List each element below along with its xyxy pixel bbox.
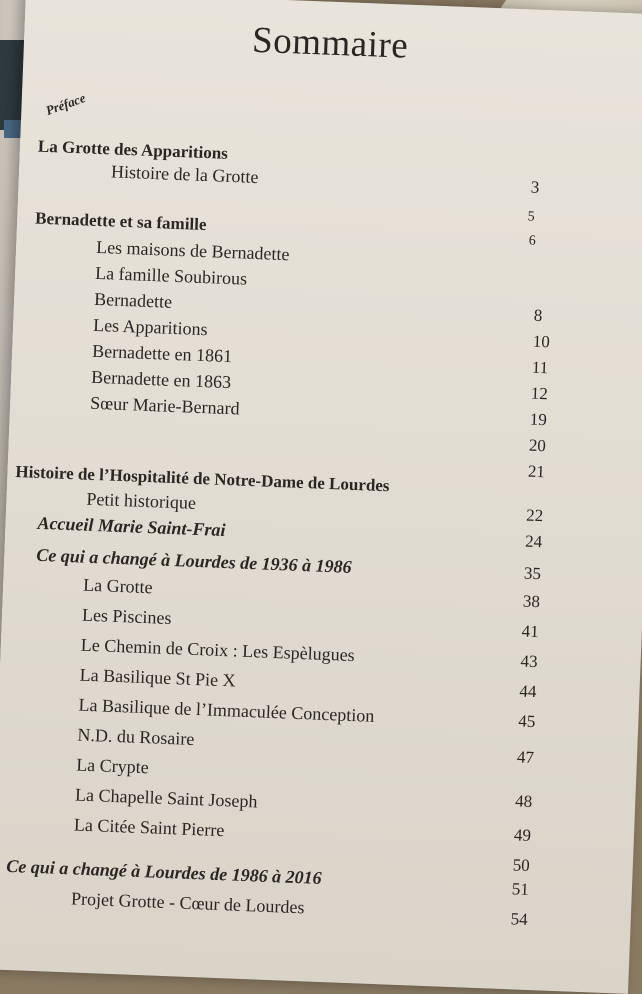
toc-page-number: 54 [510,909,529,929]
toc-page-number: 49 [513,825,532,845]
toc-label: Les Apparitions [92,314,208,340]
toc-label: Bernadette en 1863 [90,366,232,393]
toc-label: N.D. du Rosaire [77,724,195,750]
toc-page-number: 47 [516,747,535,768]
toc-label: Les maisons de Bernadette [95,236,290,265]
toc-label: Les Piscines [81,604,172,629]
toc-label: La famille Soubirous [94,262,248,289]
toc-page-number: 11 [531,357,549,378]
toc-page-number: 20 [528,435,547,456]
toc-label: Bernadette en 1861 [91,340,233,367]
toc-page-number: 22 [525,505,544,526]
toc-page-number: 21 [527,461,546,482]
toc-label: La Grotte [82,574,154,598]
toc-label: Bernadette [93,288,173,312]
toc-page-number: 19 [529,409,548,430]
page-title: Sommaire [251,19,410,67]
toc-label: Histoire de la Grotte [110,161,259,188]
toc-page-number: 43 [520,651,538,672]
toc-label: La Basilique St Pie X [79,664,237,691]
toc-page-number: 8 [533,305,543,326]
toc-label: Histoire de l’Hospitalité de Notre-Dame de Lourdes [15,461,390,496]
toc-page-number: 3 [530,177,540,197]
toc-label: Petit historique [86,488,197,513]
toc-label: La Citée Saint Pierre [73,814,225,841]
toc-page-number: 45 [517,711,536,732]
toc-label: Projet Grotte - Cœur de Lourdes [70,888,305,918]
toc-label: Ce qui a changé à Lourdes de 1936 à 1986 [35,544,352,577]
toc-page-number: 38 [522,591,541,612]
toc-page-number: 12 [530,383,549,404]
toc-page-number: 24 [524,531,543,552]
toc-label: Accueil Marie Saint-Frai [37,512,226,541]
toc-page-number: 6 [528,233,537,249]
toc-label: La Chapelle Saint Joseph [74,784,258,812]
toc-page-number: 10 [532,331,551,352]
toc-label: La Crypte [75,754,150,778]
toc-page-number: 35 [523,563,542,584]
toc-page-number: 51 [511,879,530,899]
toc-label: Sœur Marie-Bernard [89,392,240,419]
toc-label: Bernadette et sa famille [34,208,207,235]
toc-page-number: 41 [521,621,540,642]
toc-label: Le Chemin de Croix : Les Espèlugues [80,634,356,666]
toc-page-number: 50 [512,855,531,875]
toc-page-number: 48 [514,791,533,812]
toc-label: La Grotte des Apparitions [37,136,229,163]
toc-page-number: 5 [527,209,535,225]
toc-label: Préface [43,89,88,119]
toc-label: Ce qui a changé à Lourdes de 1986 à 2016 [5,855,323,888]
toc-label: La Basilique de l’Immaculée Conception [78,694,375,726]
toc-page-number: 44 [519,681,537,702]
